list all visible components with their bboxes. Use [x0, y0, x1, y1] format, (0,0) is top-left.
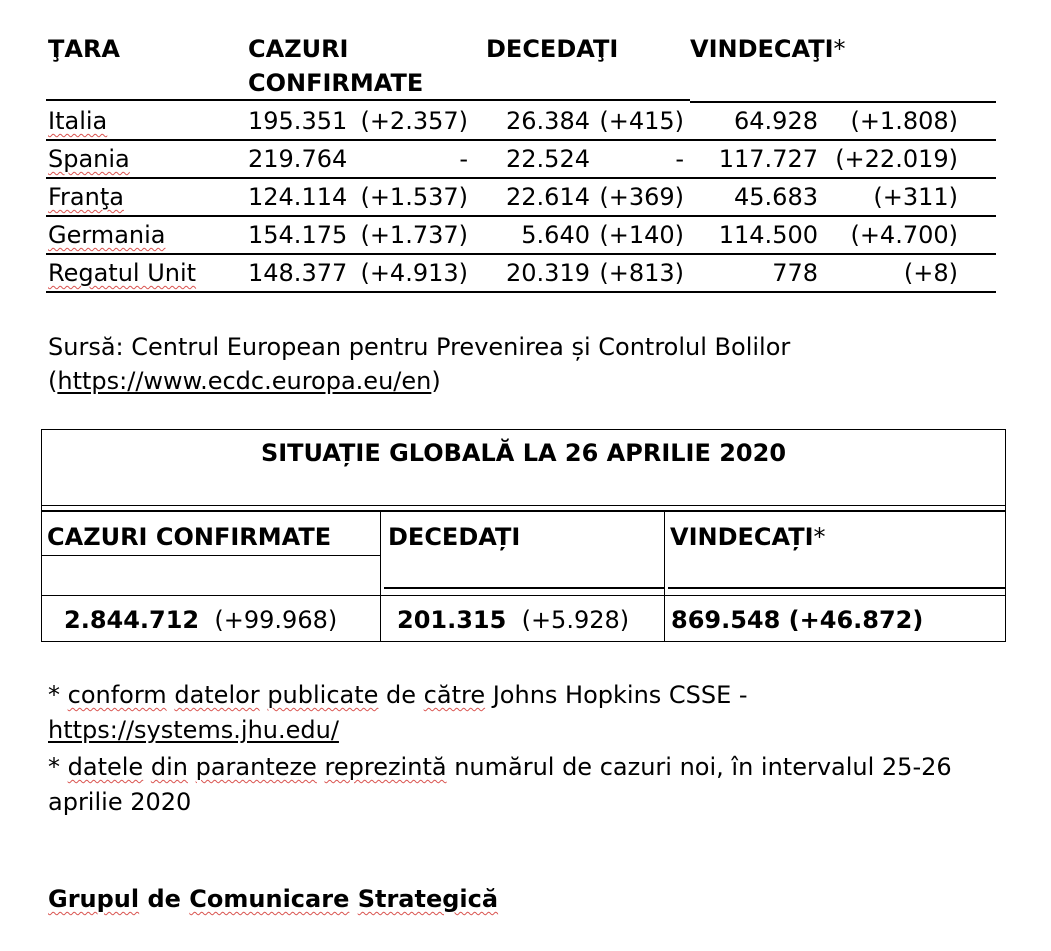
close-paren: ) [431, 367, 441, 395]
recovered-new-cell: (+8) [903, 259, 958, 287]
note-word: conform [67, 681, 167, 709]
source-url-line [48, 364, 441, 398]
country-name: Germania [48, 221, 166, 249]
recovered-cell: 117.727 [718, 145, 818, 173]
header-cases-line2: CONFIRMATE [248, 69, 424, 97]
recovered-cell: 778 [772, 259, 818, 287]
note-1 [48, 678, 748, 712]
row-rule [46, 215, 996, 217]
footer-word: Comunicare [189, 885, 350, 913]
cases-new-cell: (+1.537) [360, 183, 468, 211]
header-recovered [690, 32, 846, 66]
deaths-cell: 22.614 [506, 183, 590, 211]
note-text: Johns Hopkins CSSE - [485, 681, 748, 709]
recovered-new-cell: (+22.019) [835, 145, 958, 173]
recovered-cell: 45.683 [734, 183, 818, 211]
cases-cell: 219.764 [248, 145, 348, 173]
header-country: ŢARA [48, 35, 120, 63]
column-divider [664, 512, 665, 642]
jhu-link[interactable]: https://systems.jhu.edu/ [48, 716, 339, 744]
deaths-cell: 20.319 [506, 259, 590, 287]
row-rule [46, 139, 996, 141]
header-deaths: DECEDAŢI [486, 35, 619, 63]
note-word: către [423, 681, 486, 709]
deaths-new-cell: (+415) [599, 107, 684, 135]
note-mark: * [48, 753, 68, 781]
deaths-new-cell: (+140) [599, 221, 684, 249]
global-deaths-label: DECEDAȚI [388, 523, 521, 551]
global-cases-value: 2.844.712 [64, 606, 200, 634]
country-cell [48, 142, 130, 176]
footer-signature [48, 882, 498, 916]
recovered-new-cell: (+4.700) [850, 221, 958, 249]
cases-new-cell: (+2.357) [360, 107, 468, 135]
note-space [188, 753, 196, 781]
note-mark: * [48, 681, 68, 709]
source-link[interactable]: https://www.ecdc.europa.eu/en [57, 367, 432, 395]
deaths-new-cell: (+369) [599, 183, 684, 211]
country-cell [48, 104, 107, 138]
country-name: Regatul Unit [48, 259, 197, 287]
global-recovered-label-wrap [670, 520, 826, 554]
note-word: din [150, 753, 188, 781]
source-line: Sursă: Centrul European pentru Prevenirea și Controlul Bolilor [48, 333, 791, 361]
row-rule [46, 253, 996, 255]
table-header-rule-right [690, 101, 996, 103]
note-text: de [378, 681, 424, 709]
global-cases-cell [64, 603, 337, 637]
cases-new-cell: (+4.913) [360, 259, 468, 287]
cases-cell: 148.377 [248, 259, 348, 287]
note-1-url-line [48, 713, 339, 747]
note-word: datele [67, 753, 144, 781]
note-word: datelor [174, 681, 260, 709]
global-cases-new: (+99.968) [214, 606, 338, 634]
recovered-cell: 64.928 [734, 107, 818, 135]
deaths-cell: 5.640 [521, 221, 590, 249]
row-rule [46, 177, 996, 179]
country-cell [48, 180, 124, 214]
country-name: Franţa [48, 183, 124, 211]
deaths-cell: 26.384 [506, 107, 590, 135]
footer-space [349, 885, 357, 913]
header-cases-line1: CAZURI [248, 35, 349, 63]
note-word: paranteze [195, 753, 317, 781]
global-deaths-value: 201.315 [397, 606, 507, 634]
deaths-cell: 22.524 [506, 145, 590, 173]
deaths-new-cell: - [675, 145, 684, 173]
deaths-label-rule [384, 587, 664, 589]
cases-new-cell: (+1.737) [360, 221, 468, 249]
header-recovered-mark: * [833, 35, 846, 63]
global-cases-label: CAZURI CONFIRMATE [47, 523, 332, 551]
recovered-new-cell: (+1.808) [850, 107, 958, 135]
global-recovered-value: 869.548 (+46.872) [671, 606, 924, 634]
global-recovered-label: VINDECAȚI [670, 523, 814, 551]
recovered-new-cell: (+311) [873, 183, 958, 211]
values-top-rule [41, 595, 1006, 596]
global-title: SITUAȚIE GLOBALĂ LA 26 APRILIE 2020 [260, 439, 787, 467]
note-2 [48, 750, 952, 784]
table-header-rule [46, 99, 690, 101]
note-word: publicate [267, 681, 379, 709]
footer-word: Grupul [48, 885, 140, 913]
note-space [317, 753, 325, 781]
note-2-line2: aprilie 2020 [48, 788, 192, 816]
column-divider [380, 512, 381, 642]
global-title-rule [41, 505, 1006, 506]
cases-cell: 124.114 [248, 183, 348, 211]
row-rule [46, 291, 996, 293]
country-cell [48, 256, 196, 290]
recovered-label-rule [668, 587, 1006, 589]
country-name: Spania [48, 145, 130, 173]
note-word: reprezintă [324, 753, 447, 781]
country-name: Italia [48, 107, 108, 135]
note-space [143, 753, 151, 781]
cases-cell: 154.175 [248, 221, 348, 249]
footer-word: Strategică [357, 885, 499, 913]
open-paren: ( [48, 367, 58, 395]
cases-label-rule [41, 555, 380, 556]
global-title-rule-2 [41, 510, 1006, 512]
country-cell [48, 218, 165, 252]
global-deaths-new: (+5.928) [521, 606, 630, 634]
header-recovered-label: VINDECAŢI [690, 35, 834, 63]
recovered-cell: 114.500 [718, 221, 818, 249]
cases-new-cell: - [459, 145, 468, 173]
cases-cell: 195.351 [248, 107, 348, 135]
global-deaths-cell [397, 603, 629, 637]
note-text: numărul de cazuri noi, în intervalul 25-26 [446, 753, 952, 781]
global-recovered-mark: * [813, 523, 826, 551]
footer-text: de [139, 885, 190, 913]
deaths-new-cell: (+813) [599, 259, 684, 287]
